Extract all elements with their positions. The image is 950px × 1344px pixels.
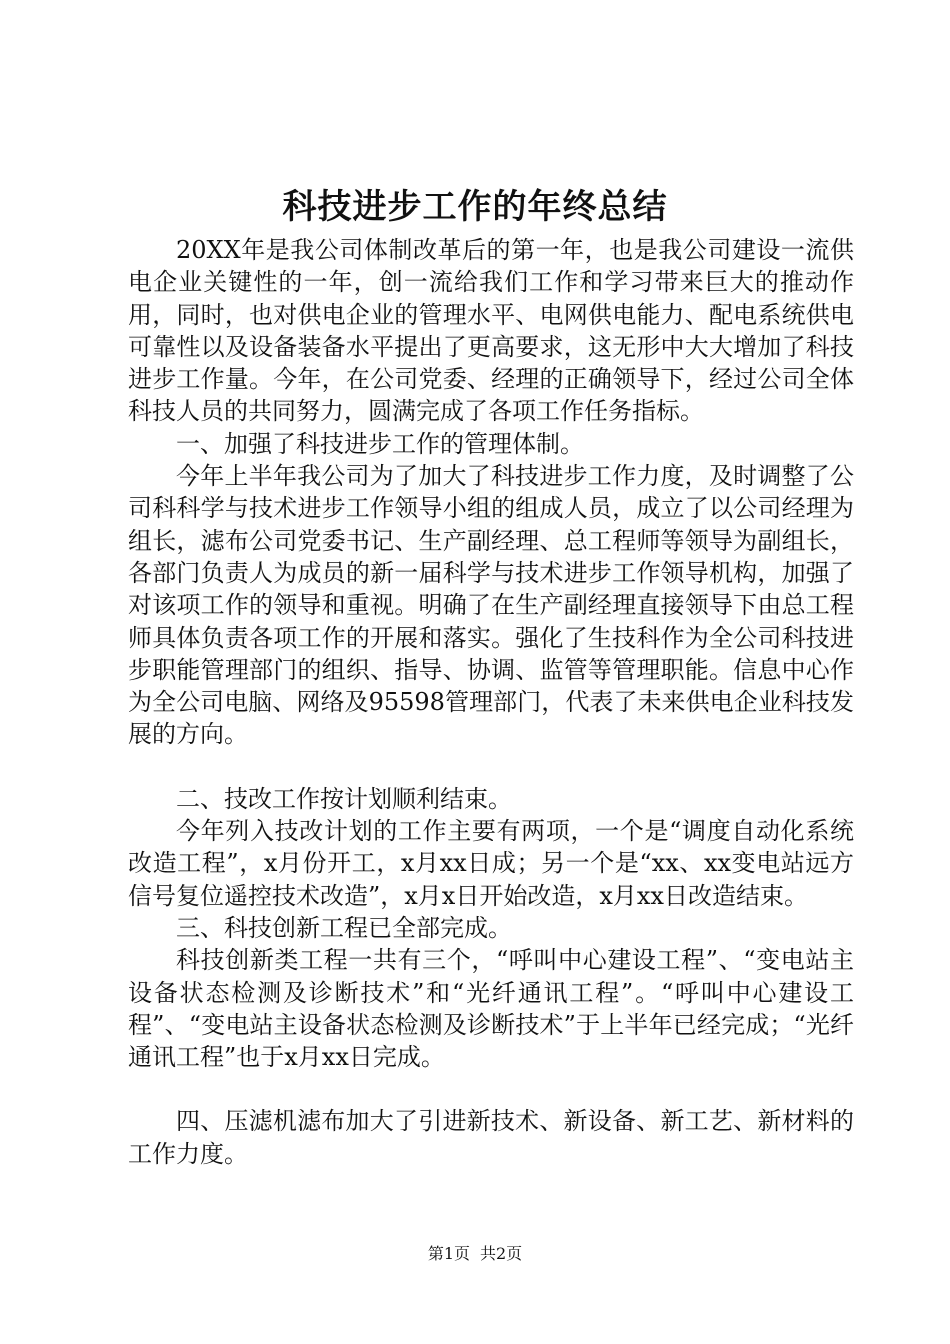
page-number-total: 共2页: [480, 1244, 523, 1263]
page-footer: [0, 1243, 950, 1265]
section-heading-1: 一、加强了科技进步工作的管理体制。: [176, 429, 584, 458]
paragraph-section-3: 科技创新类工程一共有三个，“呼叫中心建设工程”、“变电站主设备状态检测及诊断技术”和“光纤通讯工程”。“呼叫中心建设工程”、“变电站主设备状态检测及诊断技术”于上半年已经完成；“光纤通讯工程”也于x月xx日完成。: [128, 946, 854, 1072]
document-title: 科技进步工作的年终总结: [282, 187, 668, 227]
document-body: [128, 234, 854, 1170]
section-heading-2: 二、技改工作按计划顺利结束。: [176, 784, 512, 813]
page-number-current: 第1页: [427, 1244, 470, 1263]
section-heading-4: 四、压滤机滤布加大了引进新技术、新设备、新工艺、新材料的工作力度。: [128, 1107, 854, 1168]
paragraph-section-1: 今年上半年我公司为了加大了科技进步工作力度，及时调整了公司科科学与技术进步工作领导小组的组成人员，成立了以公司经理为组长，滤布公司党委书记、生产副经理、总工程师等领导为副组长，各部门负责人为成员的新一届科学与技术进步工作领导机构，加强了对该项工作的领导和重视。明确了在生产副经理直接领导下由总工程师具体负责各项工作的开展和落实。强化了生技科作为全公司科技进步职能管理部门的组织、指导、协调、监管等管理职能。信息中心作为全公司电脑、网络及95598管理部门，代表了未来供电企业科技发展的方向。: [128, 462, 854, 749]
section-heading-3: 三、科技创新工程已全部完成。: [176, 913, 512, 942]
paragraph-section-2: 今年列入技改计划的工作主要有两项，一个是“调度自动化系统改造工程”，x月份开工，x月xx日成；另一个是“xx、xx变电站远方信号复位遥控技术改造”，x月x日开始改造，x月xx日改造结束。: [128, 817, 854, 910]
paragraph-intro: 20XX年是我公司体制改革后的第一年，也是我公司建设一流供电企业关键性的一年，创一流给我们工作和学习带来巨大的推动作用，同时，也对供电企业的管理水平、电网供电能力、配电系统供电可靠性以及设备装备水平提出了更高要求，这无形中大大增加了科技进步工作量。今年，在公司党委、经理的正确领导下，经过公司全体科技人员的共同努力，圆满完成了各项工作任务指标。: [128, 236, 854, 426]
